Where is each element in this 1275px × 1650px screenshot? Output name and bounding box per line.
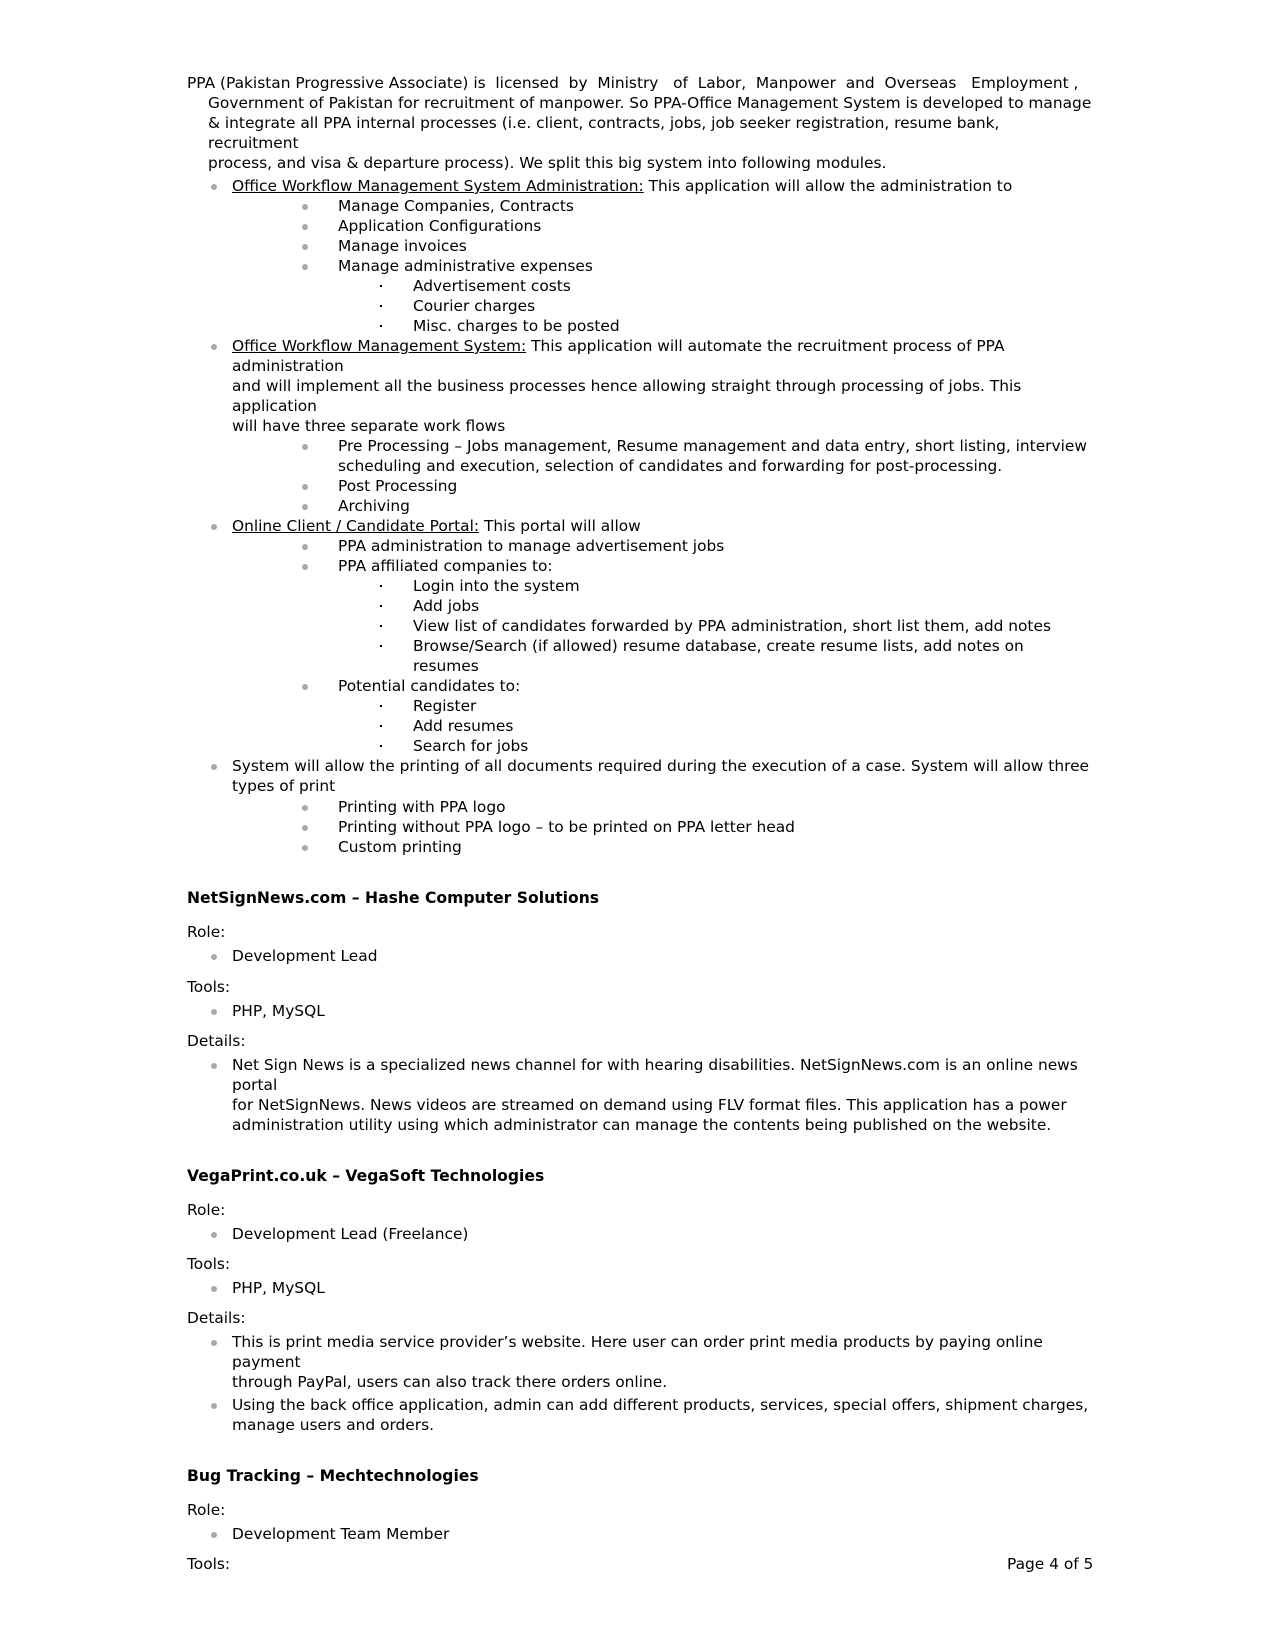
module-title: Office Workflow Management System: (232, 337, 527, 355)
tools-label: Tools: (187, 1255, 231, 1273)
tools-label: Tools: (187, 1555, 231, 1573)
tools-value: PHP, MySQL (232, 1002, 325, 1020)
details-text: Using the back office application, admin can add different products, services, special offers, shipment charges, (232, 1396, 1089, 1414)
bullet-icon (211, 1340, 217, 1346)
module-text: This portal will allow (479, 517, 641, 535)
square-bullet-icon (380, 645, 382, 647)
details-text: through PayPal, users can also track there orders online. (232, 1373, 668, 1391)
role-value: Development Lead (Freelance) (232, 1225, 469, 1243)
module-title: Office Workflow Management System Administration: (232, 177, 644, 195)
module-text: This application will automate the recruitment process of PPA administration (232, 337, 1005, 375)
square-bullet-icon (380, 705, 382, 707)
module-portal (187, 516, 1092, 536)
details-text: for NetSignNews. News videos are streamed on demand using FLV format files. This application has a power (232, 1096, 1067, 1114)
list-item (187, 817, 1092, 837)
list-item-text: Potential candidates to: (338, 677, 521, 695)
list-item-text: Advertisement costs (413, 277, 571, 295)
role-value: Development Team Member (232, 1525, 450, 1543)
bullet-icon (211, 764, 217, 770)
bullet-icon (211, 1286, 217, 1292)
list-item-text: Archiving (338, 497, 410, 515)
bullet-icon (211, 1232, 217, 1238)
list-item-text: Manage Companies, Contracts (338, 197, 574, 215)
list-item-text: Misc. charges to be posted (413, 317, 620, 335)
list-item-text: Printing without PPA logo – to be printed on PPA letter head (338, 818, 795, 836)
list-item-text: Pre Processing – Jobs management, Resume management and data entry, short listing, interview (338, 437, 1087, 455)
bullet-icon (302, 244, 308, 250)
bullet-icon (302, 544, 308, 550)
square-bullet-icon (380, 625, 382, 627)
bullet-icon (211, 954, 217, 960)
list-item (187, 837, 1092, 857)
list-item (187, 1055, 1092, 1135)
list-item-text: scheduling and execution, selection of candidates and forwarding for post-processing. (338, 457, 1003, 475)
list-item-text: Custom printing (338, 838, 462, 856)
details-text: administration utility using which administrator can manage the contents being published on the website. (232, 1116, 1052, 1134)
list-item (187, 1224, 1092, 1244)
bullet-icon (302, 684, 308, 690)
module-text: System will allow the printing of all documents required during the execution of a case. System will allow three (232, 757, 1090, 775)
list-item (187, 1524, 1092, 1544)
sub-list-item (187, 616, 1092, 636)
role-value: Development Lead (232, 947, 378, 965)
page-number: Page 4 of 5 (1007, 1555, 1094, 1573)
role-label: Role: (187, 1501, 226, 1519)
tools-label: Tools: (187, 978, 231, 996)
details-text: This is print media service provider’s website. Here user can order print media products by paying online payment (232, 1333, 1043, 1371)
list-item-text: View list of candidates forwarded by PPA administration, short list them, add notes (413, 617, 1051, 635)
list-item (187, 436, 1092, 476)
list-item (187, 946, 1092, 966)
square-bullet-icon (380, 305, 382, 307)
list-item (187, 797, 1092, 817)
list-item-text: Manage invoices (338, 237, 467, 255)
square-bullet-icon (380, 585, 382, 587)
bullet-icon (302, 224, 308, 230)
list-item-text: Post Processing (338, 477, 458, 495)
ppa-intro-line: & integrate all PPA internal processes (i.e. client, contracts, jobs, job seeker registration, resume bank, recruitment (208, 114, 1000, 152)
role-label: Role: (187, 923, 226, 941)
list-item-text: Add jobs (413, 597, 480, 615)
tools-value: PHP, MySQL (232, 1279, 325, 1297)
module-text: This application will allow the administration to (643, 177, 1013, 195)
ppa-intro-line: Government of Pakistan for recruitment of manpower. So PPA-Office Management System is developed to manage (208, 94, 1092, 112)
module-text: and will implement all the business processes hence allowing straight through processing of jobs. This application (232, 377, 1022, 415)
square-bullet-icon (380, 605, 382, 607)
module-printing (187, 756, 1092, 796)
sub-list-item (187, 596, 1092, 616)
list-item-text: Search for jobs (413, 737, 529, 755)
square-bullet-icon (380, 325, 382, 327)
list-item (187, 536, 1092, 556)
list-item (187, 676, 1092, 696)
square-bullet-icon (380, 285, 382, 287)
bullet-icon (302, 264, 308, 270)
square-bullet-icon (380, 745, 382, 747)
bullet-icon (302, 564, 308, 570)
list-item (187, 256, 1092, 276)
sub-list-item (187, 736, 1092, 756)
project-title: VegaPrint.co.uk – VegaSoft Technologies (187, 1167, 545, 1185)
bullet-icon (211, 1403, 217, 1409)
list-item (187, 496, 1092, 516)
bullet-icon (211, 1009, 217, 1015)
list-item (187, 476, 1092, 496)
list-item (187, 1395, 1092, 1435)
bullet-icon (302, 444, 308, 450)
module-title: Online Client / Candidate Portal: (232, 517, 480, 535)
ppa-intro-line: PPA (Pakistan Progressive Associate) is licensed by Ministry of Labor, Manpower and Overseas Employment , (187, 74, 1079, 92)
ppa-intro-line: process, and visa & departure process). We split this big system into following modules. (208, 154, 887, 172)
bullet-icon (302, 805, 308, 811)
module-text: will have three separate work flows (232, 417, 506, 435)
ppa-intro (187, 73, 1092, 173)
sub-list-item (187, 276, 1092, 296)
page-content (187, 73, 1092, 1574)
bullet-icon (302, 484, 308, 490)
list-item (187, 1001, 1092, 1021)
list-item-text: Courier charges (413, 297, 536, 315)
list-item-text: Add resumes (413, 717, 514, 735)
bullet-icon (302, 204, 308, 210)
list-item-text: PPA affiliated companies to: (338, 557, 553, 575)
project-title: Bug Tracking – Mechtechnologies (187, 1467, 479, 1485)
module-workflow (187, 336, 1092, 436)
list-item-text: Manage administrative expenses (338, 257, 593, 275)
role-label: Role: (187, 1201, 226, 1219)
module-text: types of print (232, 777, 336, 795)
sub-list-item (187, 696, 1092, 716)
list-item (187, 1278, 1092, 1298)
bullet-icon (302, 825, 308, 831)
list-item-text: Printing with PPA logo (338, 798, 506, 816)
list-item-text: Register (413, 697, 477, 715)
bullet-icon (211, 184, 217, 190)
bullet-icon (302, 504, 308, 510)
sub-list-item (187, 636, 1092, 676)
list-item (187, 216, 1092, 236)
bullet-icon (211, 344, 217, 350)
project-title: NetSignNews.com – Hashe Computer Solutions (187, 889, 600, 907)
bullet-icon (211, 1063, 217, 1069)
sub-list-item (187, 296, 1092, 316)
list-item (187, 556, 1092, 576)
list-item-text: Application Configurations (338, 217, 542, 235)
bullet-icon (211, 524, 217, 530)
bullet-icon (211, 1532, 217, 1538)
list-item (187, 196, 1092, 216)
sub-list-item (187, 716, 1092, 736)
list-item-text: Login into the system (413, 577, 580, 595)
details-text: Net Sign News is a specialized news channel for with hearing disabilities. NetSignNews.com is an online news portal (232, 1056, 1078, 1094)
sub-list-item (187, 316, 1092, 336)
square-bullet-icon (380, 725, 382, 727)
list-item (187, 1332, 1092, 1392)
list-item-text: Browse/Search (if allowed) resume database, create resume lists, add notes on resumes (413, 637, 1024, 675)
bullet-icon (302, 845, 308, 851)
sub-list-item (187, 576, 1092, 596)
details-text: manage users and orders. (232, 1416, 435, 1434)
module-admin (187, 176, 1092, 196)
list-item-text: PPA administration to manage advertisement jobs (338, 537, 725, 555)
list-item (187, 236, 1092, 256)
details-label: Details: (187, 1309, 246, 1327)
details-label: Details: (187, 1032, 246, 1050)
